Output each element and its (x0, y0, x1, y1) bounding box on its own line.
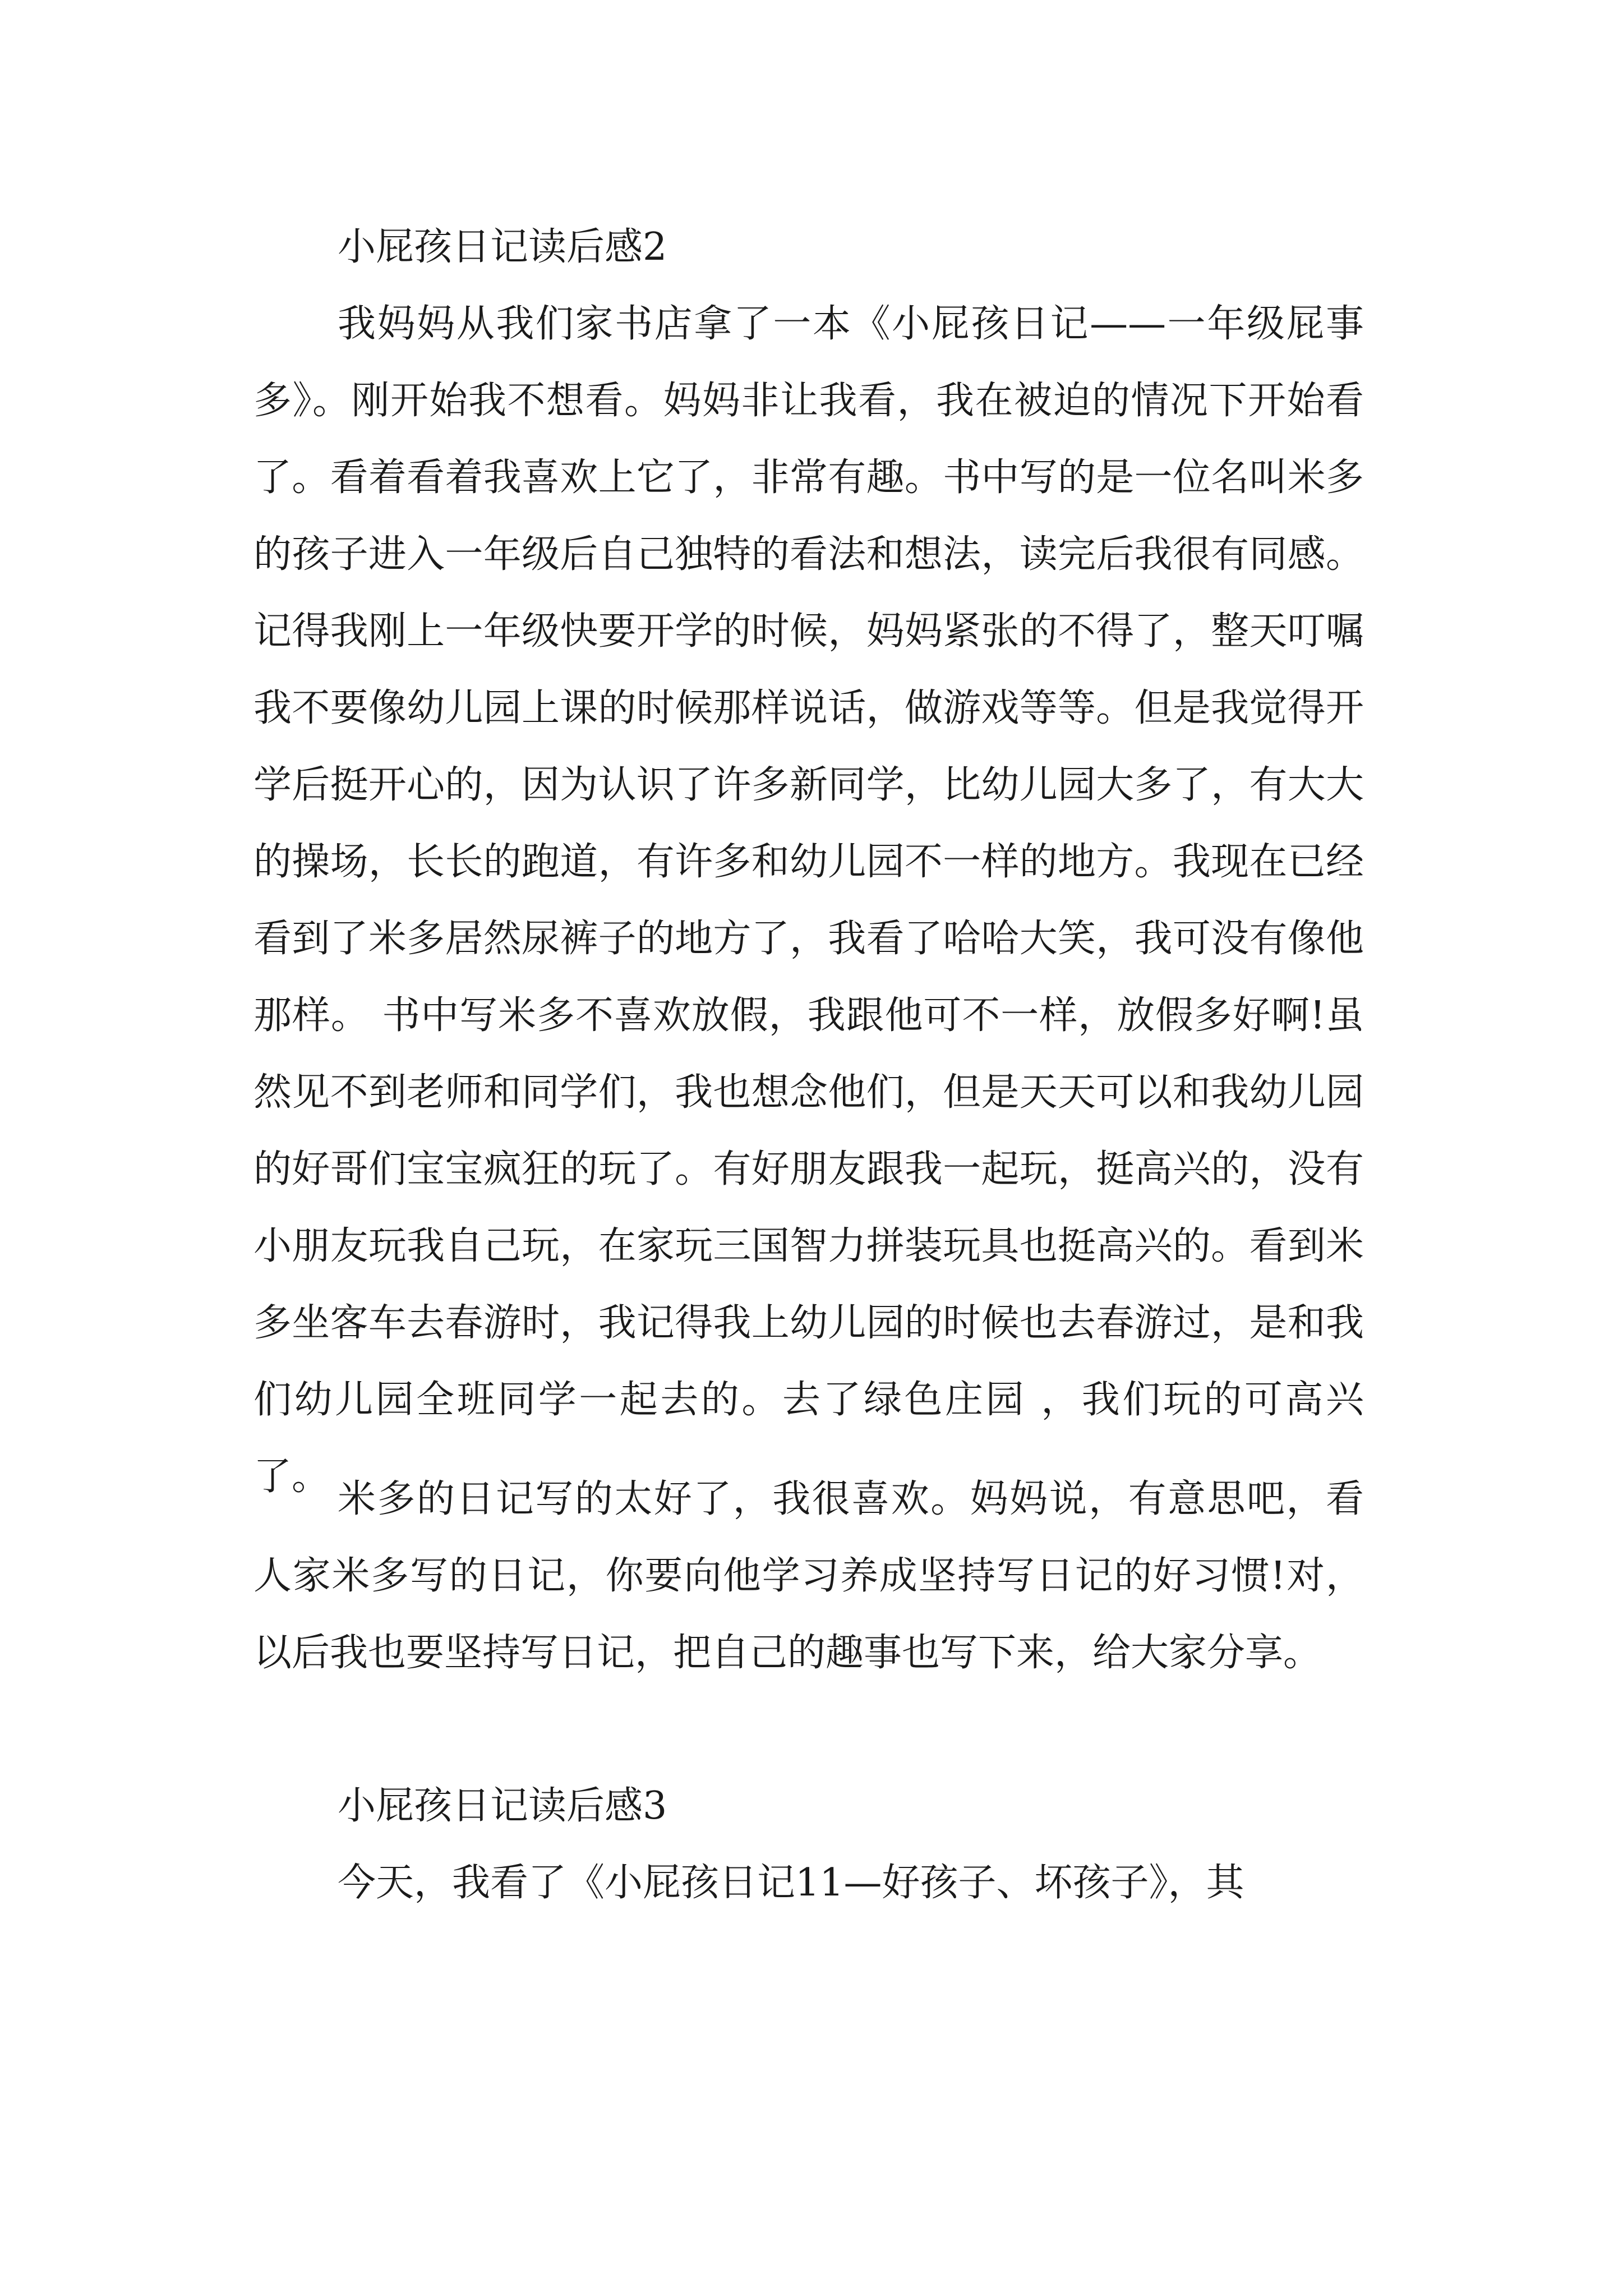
body-paragraph-1: 我妈妈从我们家书店拿了一本《小屁孩日记——一年级屁事多》。刚开始我不想看。妈妈非让我看，我在被迫的情况下开始看了。看着看着我喜欢上它了，非常有趣。书中写的是一位名叫米多的孩子进入一年级后自己独特的看法和想法，读完后我很有同感。记得我刚上一年级快要开学的时候，妈妈紧张的不得了，整天叮嘱我不要像幼儿园上课的时候那样说话，做游戏等等。但是我觉得开学后挺开心的，因为认识了许多新同学，比幼儿园大多了，有大大的操场，长长的跑道，有许多和幼儿园不一样的地方。我现在已经看到了米多居然尿裤子的地方了，我看了哈哈大笑，我可没有像他那样。 书中写米多不喜欢放假，我跟他可不一样，放假多好啊!虽然见不到老师和同学们，我也想念他们，但是天天可以和我幼儿园的好哥们宝宝疯狂的玩了。有好朋友跟我一起玩，挺高兴的，没有小朋友玩我自己玩，在家玩三国智力拼装玩具也挺高兴的。看到米多坐客车去春游时，我记得我上幼儿园的时候也去春游过，是和我们幼儿园全班同学一起去的。去了绿色庄园 ，我们玩的可高兴了。 (253, 302, 1364, 1499)
section-heading-3: 小屁孩日记读后感3 (338, 1784, 667, 1828)
body-paragraph-3: 今天，我看了《小屁孩日记11—好孩子、坏孩子》，其 (338, 1861, 1244, 1905)
section-heading-2: 小屁孩日记读后感2 (338, 225, 667, 269)
body-paragraph-2: 米多的日记写的太好了，我很喜欢。妈妈说，有意思吧，看人家米多写的日记，你要向他学习养成坚持写日记的好习惯!对，以后我也要坚持写日记，把自己的趣事也写下来，给大家分享。 (253, 1477, 1364, 1675)
